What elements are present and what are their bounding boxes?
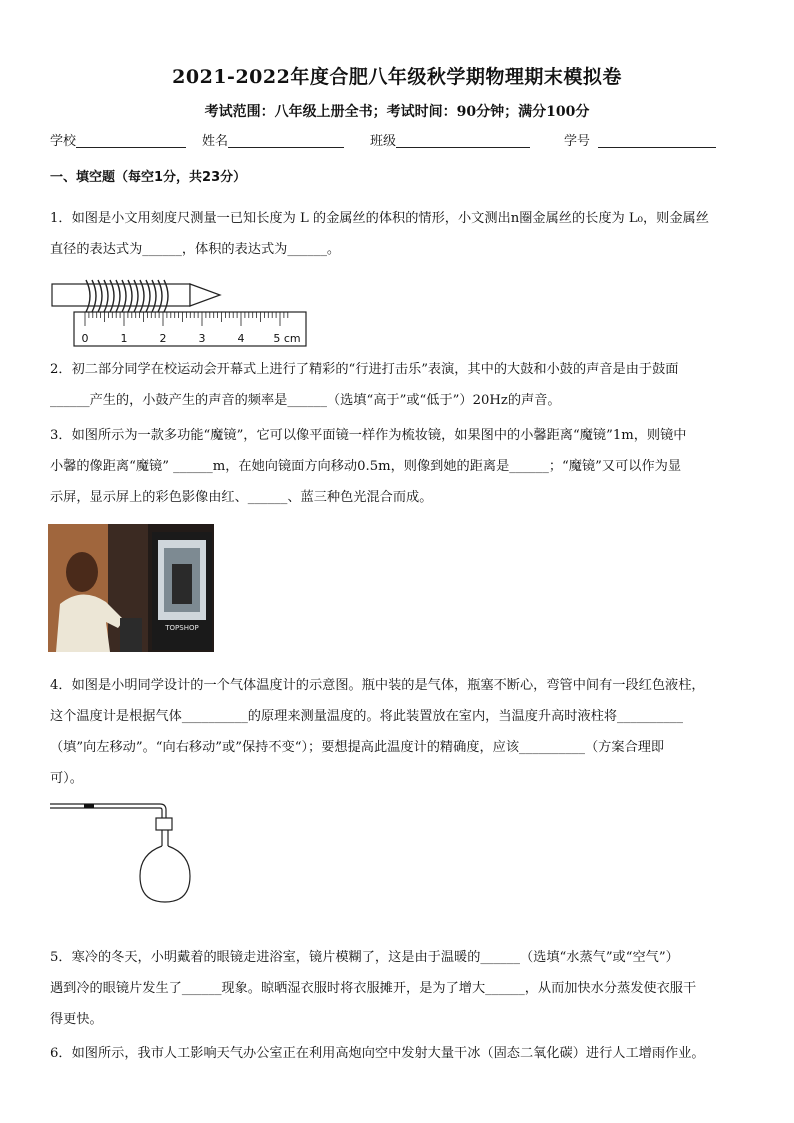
q4-line-3: （填”向左移动”。“向右移动”或”保持不变“）；要想提高此温度计的精确度，应该__________（方案合理即 xyxy=(50,740,665,755)
question-4 xyxy=(50,670,745,794)
q2-line-2: ______产生的，小鼓产生的声音的频率是______（选填“高于”或“低于”）20Hz的声音。 xyxy=(50,393,561,408)
q5-line-3: 得更快。 xyxy=(50,1012,103,1027)
class-label: 班级 xyxy=(370,134,397,149)
school-label: 学校 xyxy=(50,134,77,149)
q5-line-1: 5．寒冷的冬天，小明戴着的眼镜走进浴室，镜片模糊了，这是由于温暖的______（选填“水蒸气”或“空气”） xyxy=(50,950,679,965)
school-field[interactable] xyxy=(50,130,186,149)
student-id-blank[interactable] xyxy=(598,134,716,148)
student-id-field[interactable] xyxy=(564,130,716,149)
question-1 xyxy=(50,203,745,265)
gas-thermometer-figure xyxy=(50,798,210,906)
name-blank[interactable] xyxy=(228,134,344,148)
ruler-label: 2 xyxy=(159,332,167,345)
q1-line-1: 1．如图是小文用刻度尺测量一已知长度为 L 的金属丝的体积的情形，小文测出n圈金属丝的长度为 L₀，则金属丝 xyxy=(50,211,709,226)
store-sign: TOPSHOP xyxy=(165,624,199,632)
ruler-label: 3 xyxy=(198,332,206,345)
question-5 xyxy=(50,942,745,1035)
q2-line-1: 2．初二部分同学在校运动会开幕式上进行了精彩的“行进打击乐”表演，其中的大鼓和小鼓的声音是由于鼓面 xyxy=(50,362,679,377)
school-blank[interactable] xyxy=(76,134,186,148)
ruler-label: 1 xyxy=(120,332,128,345)
ruler-figure xyxy=(50,272,312,350)
ruler-label: 0 xyxy=(81,332,89,345)
name-label: 姓名 xyxy=(202,134,229,149)
q3-line-3: 示屏，显示屏上的彩色影像由红、______、蓝三种色光混合而成。 xyxy=(50,490,433,505)
q4-line-1: 4．如图是小明同学设计的一个气体温度计的示意图。瓶中装的是气体，瓶塞不断心，弯管中间有一段红色液柱， xyxy=(50,678,705,693)
class-blank[interactable] xyxy=(396,134,530,148)
q1-line-2: 直径的表达式为______，体积的表达式为______。 xyxy=(50,242,341,257)
page-title: 2021-2022年度合肥八年级秋学期物理期末模拟卷 xyxy=(172,66,622,88)
ruler-label: 4 xyxy=(237,332,245,345)
liquid-column xyxy=(84,804,94,808)
q3-line-1: 3．如图所示为一款多功能“魔镜”，它可以像平面镜一样作为梳妆镜，如果图中的小馨距离“魔镜”1m，则镜中 xyxy=(50,428,687,443)
student-id-label: 学号 xyxy=(564,134,591,149)
question-6 xyxy=(50,1038,745,1069)
q4-line-4: 可）。 xyxy=(50,771,83,786)
q3-line-2: 小馨的像距离“魔镜” ______m，在她向镜面方向移动0.5m，则像到她的距离是______；“魔镜”又可以作为显 xyxy=(50,459,682,474)
question-2 xyxy=(50,354,745,416)
question-3 xyxy=(50,420,745,513)
name-field[interactable] xyxy=(202,130,344,149)
section-heading: 一、填空题（每空1分，共23分） xyxy=(50,170,247,185)
class-field[interactable] xyxy=(370,130,530,149)
exam-info: 考试范围：八年级上册全书；考试时间：90分钟；满分100分 xyxy=(204,104,590,120)
ruler-label: 5 cm xyxy=(273,332,301,345)
q5-line-2: 遇到冷的眼镜片发生了______现象。晾晒湿衣服时将衣服摊开，是为了增大______，从而加快水分蒸发使衣服干 xyxy=(50,981,697,996)
q6-line-1: 6．如图所示，我市人工影响天气办公室正在利用高炮向空中发射大量干冰（固态二氧化碳）进行人工增雨作业。 xyxy=(50,1046,705,1061)
magic-mirror-photo xyxy=(48,524,214,652)
q4-line-2: 这个温度计是根据气体__________的原理来测量温度的。将此装置放在室内，当温度升高时液柱将__________ xyxy=(50,709,683,724)
